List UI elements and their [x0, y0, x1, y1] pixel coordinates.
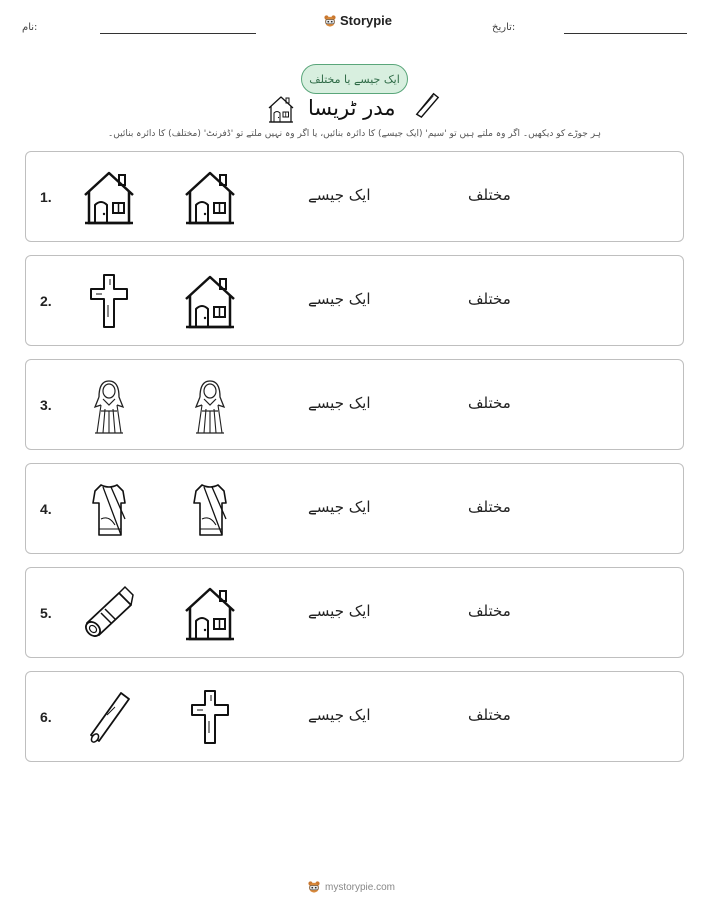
cross-icon — [81, 271, 137, 331]
question-number: 2. — [40, 293, 52, 309]
same-option[interactable]: ایک جیسے — [308, 706, 371, 724]
house-icon — [81, 167, 137, 227]
question-row — [25, 151, 684, 242]
name-label: نام: — [22, 22, 38, 33]
question-row — [25, 463, 684, 554]
scroll-icon — [81, 583, 137, 643]
question-number: 6. — [40, 709, 52, 725]
worksheet-badge: ایک جیسے یا مختلف — [301, 64, 408, 94]
house-icon — [266, 94, 296, 124]
sari-icon — [81, 479, 137, 539]
same-option[interactable]: ایک جیسے — [308, 290, 371, 308]
different-option[interactable]: مختلف — [468, 706, 511, 724]
page-title: مدر ٹریسا — [308, 96, 396, 120]
different-option[interactable]: مختلف — [468, 290, 511, 308]
different-option[interactable]: مختلف — [468, 498, 511, 516]
house-icon — [182, 167, 238, 227]
footer-url[interactable]: mystorypie.com — [325, 881, 396, 893]
stick-icon — [81, 687, 137, 747]
brand-logo — [323, 13, 392, 28]
same-option[interactable]: ایک جیسے — [308, 186, 371, 204]
nun-icon — [81, 375, 137, 435]
question-row — [25, 671, 684, 762]
date-line[interactable] — [564, 33, 687, 34]
instructions: ہر جوڑے کو دیکھیں۔ اگر وہ ملتے ہیں تو 'سیم' (ایک جیسے) کا دائرہ بنائیں، یا اگر وہ نہیں ملتے تو 'ڈفرنٹ' (مختلف) کا دائرہ بنائیں۔ — [108, 129, 601, 139]
question-number: 3. — [40, 397, 52, 413]
different-option[interactable]: مختلف — [468, 186, 511, 204]
house-icon — [182, 271, 238, 331]
nun-icon — [182, 375, 238, 435]
date-label: تاریخ: — [492, 22, 516, 33]
same-option[interactable]: ایک جیسے — [308, 498, 371, 516]
question-row — [25, 255, 684, 346]
different-option[interactable]: مختلف — [468, 394, 511, 412]
pencil-icon — [413, 90, 441, 118]
different-option[interactable]: مختلف — [468, 602, 511, 620]
sari-icon — [182, 479, 238, 539]
brand-name: Storypie — [340, 13, 393, 28]
house-icon — [182, 583, 238, 643]
name-line[interactable] — [100, 33, 256, 34]
question-number: 5. — [40, 605, 52, 621]
bear-icon — [323, 14, 337, 28]
question-row — [25, 567, 684, 658]
same-option[interactable]: ایک جیسے — [308, 394, 371, 412]
footer — [307, 880, 395, 894]
question-number: 4. — [40, 501, 52, 517]
bear-icon — [307, 880, 321, 894]
question-row — [25, 359, 684, 450]
question-number: 1. — [40, 189, 52, 205]
cross-icon — [182, 687, 238, 747]
same-option[interactable]: ایک جیسے — [308, 602, 371, 620]
